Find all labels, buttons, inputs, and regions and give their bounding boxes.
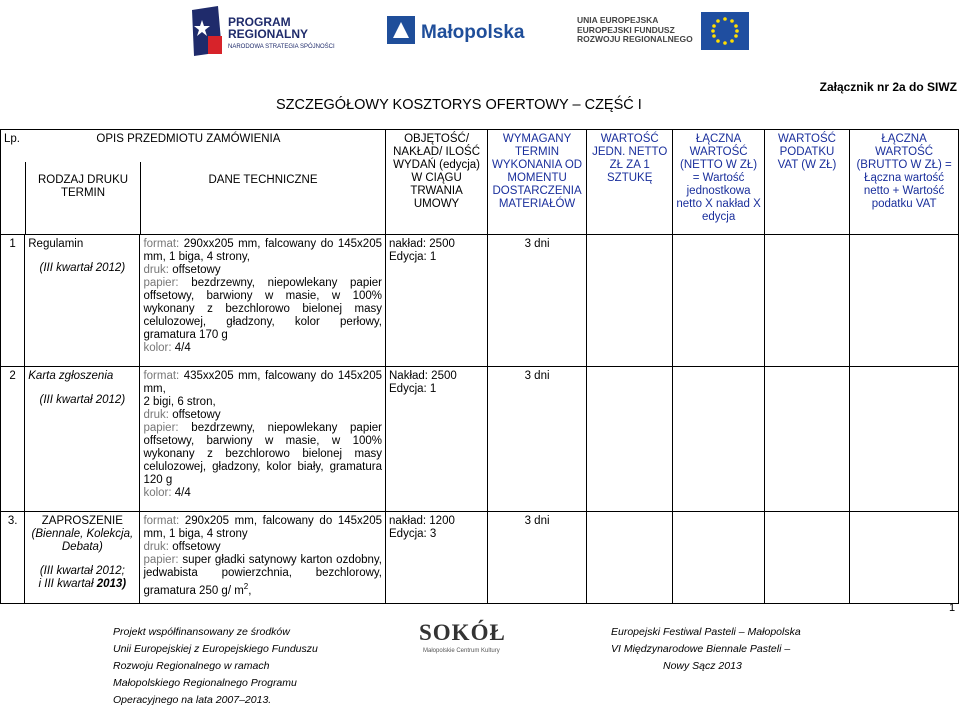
row-wartosc-jedn[interactable]	[587, 235, 673, 367]
row-term: (III kwartał 2012;	[39, 565, 125, 577]
logo-text: SOKÓŁ	[419, 620, 506, 645]
row-name: Regulamin	[28, 238, 84, 250]
row-laczna-netto[interactable]	[673, 512, 764, 604]
row-term: (III kwartał 2012)	[39, 262, 126, 274]
row-laczna-netto[interactable]	[673, 235, 764, 367]
row-name-cell	[25, 512, 140, 604]
footer-cofinancing-note: Projekt współfinansowany ze środków Unii Europejskiej z Europejskiego Funduszu Rozwoju Regionalnego w ramach Małopolskiego Regionalnego Programu Operacyjnego na lata 2007–2013.	[113, 626, 318, 706]
row-naklad-cell: Nakład: 2500 Edycja: 1	[386, 367, 488, 512]
logo-text: UNIA EUROPEJSKA EUROPEJSKI FUNDUSZ ROZWOJU REGIONALNEGO	[577, 15, 693, 44]
row-name-detail: (Biennale, Kolekcja, Debata)	[31, 528, 134, 553]
row-termin: 3 dni	[488, 512, 587, 604]
header-vat: WARTOŚĆ PODATKU VAT (W ZŁ)	[764, 130, 849, 235]
logo-subtext: NARODOWA STRATEGIA SPÓJNOŚCI	[228, 44, 335, 50]
header-laczna-brutto: ŁĄCZNA WARTOŚĆ (BRUTTO W ZŁ) = Łączna wartość netto + Wartość podatku VAT	[850, 130, 959, 235]
row-term-2: i III kwartał 2013)	[38, 578, 127, 590]
table-header-row	[1, 130, 959, 235]
row-vat[interactable]	[764, 367, 849, 512]
row-laczna-brutto[interactable]	[850, 235, 959, 367]
row-term: (III kwartał 2012)	[39, 394, 126, 406]
header-opis-cell	[1, 130, 386, 235]
row-naklad-cell: nakład: 1200 Edycja: 3	[386, 512, 488, 604]
row-tech-cell: format: 435xx205 mm, falcowany do 145x205 mm, 2 bigi, 6 stron, druk: offsetowy papier: bezdrzewny, niepowlekany papier offsetowy, barwiony w masie, w 100% wykonany z bezchlorowo bielonej masy celulozowej, gładzony, kolor biały, gramatura 120 g kolor: 4/4	[140, 367, 386, 512]
row-naklad-cell: nakład: 2500 Edycja: 1	[386, 235, 488, 367]
row-name: Karta zgłoszenia	[28, 370, 114, 382]
page-number: 1	[949, 602, 956, 614]
table-row	[1, 235, 959, 367]
row-vat[interactable]	[764, 235, 849, 367]
header-lp: Lp.	[4, 133, 20, 145]
logo-text: PROGRAM REGIONALNY	[228, 15, 309, 41]
sokol-logo	[419, 620, 519, 660]
row-name-cell	[25, 235, 140, 367]
row-wartosc-jedn[interactable]	[587, 367, 673, 512]
header-laczna-netto: ŁĄCZNA WARTOŚĆ (NETTO W ZŁ) = Wartość jednostkowa netto X nakład X edycja	[673, 130, 764, 235]
header-rodzaj: RODZAJ DRUKU TERMIN	[25, 162, 140, 234]
eu-logo	[577, 10, 752, 50]
malopolska-logo	[385, 10, 535, 50]
star-flag-icon	[188, 6, 226, 56]
row-termin: 3 dni	[488, 235, 587, 367]
eu-flag-icon	[701, 12, 749, 50]
row-tech-cell: format: 290xx205 mm, falcowany do 145x205 mm, 1 biga, 4 strony, druk: offsetowy papier: bezdrzewny, niepowlekany papier offsetowy, barwiony w masie, w 100% wykonany z bezchlorowo bielonej masy celulozowej, gładzony, kolor perłowy, gramatura 170 g kolor: 4/4	[140, 235, 386, 367]
footer-festival-note: Europejski Festiwal Pasteli – Małopolska VI Międzynarodowe Biennale Pasteli – Nowy Sącz 2013	[611, 626, 801, 672]
row-vat[interactable]	[764, 512, 849, 604]
header-dane: DANE TECHNICZNE	[140, 162, 385, 234]
row-laczna-netto[interactable]	[673, 367, 764, 512]
row-name-cell	[25, 367, 140, 512]
program-regionalny-logo	[188, 6, 338, 56]
row-name: ZAPROSZENIE	[41, 515, 123, 527]
row-termin: 3 dni	[488, 367, 587, 512]
logo-subtext: Małopolskie Centrum Kultury	[423, 648, 500, 654]
malopolska-emblem-icon	[385, 14, 417, 46]
row-tech-cell: format: 290x205 mm, falcowany do 145x205 mm, 1 biga, 4 strony druk: offsetowy papier: super gładki satynowy karton ozdobny, jedwabista powierzchnia, bezchlorowy, gramatura 250 g/ $m^2$,	[140, 512, 386, 604]
cost-estimate-table	[0, 129, 959, 604]
row-laczna-brutto[interactable]	[850, 367, 959, 512]
row-lp: 1	[1, 235, 25, 367]
header-opis: OPIS PRZEDMIOTU ZAMÓWIENIA	[96, 133, 281, 145]
header-wymagany: WYMAGANY TERMIN WYKONANIA OD MOMENTU DOSTARCZENIA MATERIAŁÓW	[488, 130, 587, 235]
row-laczna-brutto[interactable]	[850, 512, 959, 604]
page-title: SZCZEGÓŁOWY KOSZTORYS OFERTOWY – CZĘŚĆ I	[276, 97, 642, 113]
row-lp: 3.	[1, 512, 25, 604]
row-wartosc-jedn[interactable]	[587, 512, 673, 604]
header-objetosc: OBJĘTOŚĆ/ NAKŁAD/ ILOŚĆ WYDAŃ (edycja) W CIĄGU TRWANIA UMOWY	[386, 130, 488, 235]
table-row	[1, 512, 959, 604]
logo-text: Małopolska	[421, 22, 525, 43]
table-row	[1, 367, 959, 512]
row-lp: 2	[1, 367, 25, 512]
annex-label: Załącznik nr 2a do SIWZ	[819, 80, 957, 94]
header-wartosc-jedn: WARTOŚĆ JEDN. NETTO ZŁ ZA 1 SZTUKĘ	[587, 130, 673, 235]
